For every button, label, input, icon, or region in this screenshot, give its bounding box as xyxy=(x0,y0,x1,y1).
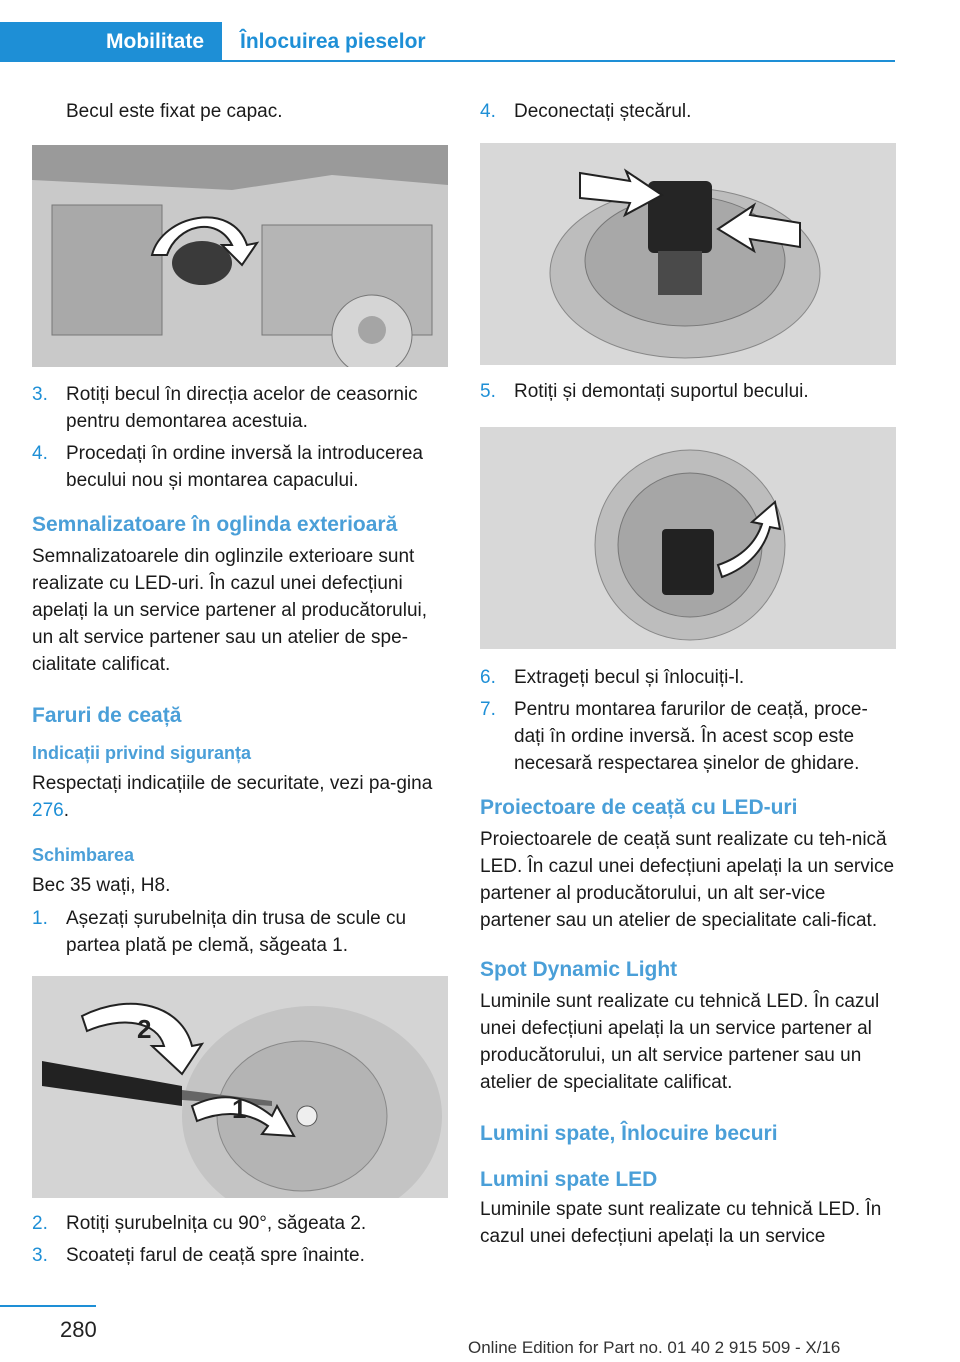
section-title: Înlocuirea pieselor xyxy=(240,30,426,53)
steps-list-c xyxy=(32,1210,448,1269)
footer-rule xyxy=(0,1305,96,1307)
figure-label-2: 2 xyxy=(137,1014,152,1044)
step-number: 4. xyxy=(32,443,48,464)
step-text: Deconectați ștecărul. xyxy=(514,101,692,122)
mirror-heading: Semnalizatoare în oglinda exterioară xyxy=(32,513,398,536)
led-fog-text: Proiectoarele de ceață sunt realizate cu teh‐nică LED. În cazul unei defecțiuni apelați la un service partener al producătorului, un alt ser‐vice partener sau un atelier de specialitate cali‐ficat. xyxy=(480,829,895,931)
fog-heading: Faruri de ceață xyxy=(32,704,182,727)
safety-heading: Indicații privind siguranța xyxy=(32,743,252,763)
step-item xyxy=(480,378,896,405)
safety-text xyxy=(32,770,448,824)
steps-list-right-a xyxy=(480,98,896,125)
step-text: Rotiți șurubelnița cu 90°, săgeata 2. xyxy=(66,1213,367,1234)
step-item xyxy=(480,664,896,691)
step-number: 5. xyxy=(480,381,496,402)
step-number: 3. xyxy=(32,1245,48,1266)
chapter-tab xyxy=(0,22,222,62)
steps-list-b xyxy=(32,905,448,959)
header-rule xyxy=(222,60,895,62)
chapter-title: Mobilitate xyxy=(106,30,204,53)
screwdriver-figure xyxy=(32,976,448,1198)
step-number: 3. xyxy=(32,384,48,405)
edition-text: Online Edition for Part no. 01 40 2 915 509 - X/16 xyxy=(468,1338,841,1357)
spot-heading: Spot Dynamic Light xyxy=(480,958,678,981)
steps-list-right-b xyxy=(480,378,896,405)
step-text: Pentru montarea farurilor de ceață, proce‐dați în ordine inversă. În acest scop este necesară respectarea șinelor de ghidare. xyxy=(514,699,868,774)
change-text: Bec 35 wați, H8. xyxy=(32,875,171,896)
step-item xyxy=(480,98,896,125)
step-text: Rotiți și demontați suportul becului. xyxy=(514,381,809,402)
rear-heading: Lumini spate, Înlocuire becuri xyxy=(480,1122,778,1145)
intro-text: Becul este fixat pe capac. xyxy=(66,101,283,122)
right-column xyxy=(480,98,896,1250)
steps-list-a xyxy=(32,381,448,494)
step-text: Extrageți becul și înlocuiți-l. xyxy=(514,667,745,688)
safety-text-post: . xyxy=(63,800,69,821)
step-text: Scoateți farul de ceață spre înainte. xyxy=(66,1245,365,1266)
step-number: 1. xyxy=(32,908,48,929)
mirror-text: Semnalizatoarele din oglinzile exterioare sunt realizate cu LED-uri. În cazul unei defecțiuni apelați la un service partener al producătorului, un alt service partener sau un atelier de spe‐cialitate calificat. xyxy=(32,546,428,675)
page-ref-link[interactable]: 276 xyxy=(32,800,64,821)
step-text: Așezați șurubelnița din trusa de scule cu partea plată pe clemă, săgeata 1. xyxy=(66,908,407,956)
left-column xyxy=(32,98,448,1274)
bulb-holder-figure xyxy=(480,427,896,649)
page-number: 280 xyxy=(60,1317,97,1342)
steps-list-right-c xyxy=(480,664,896,777)
step-number: 2. xyxy=(32,1213,48,1234)
figure-label-1: 1 xyxy=(232,1094,247,1124)
safety-text-pre: Respectați indicațiile de securitate, vezi pa‐gina xyxy=(32,773,433,794)
step-item xyxy=(32,381,448,435)
step-item xyxy=(32,905,448,959)
engine-bay-figure xyxy=(32,145,448,367)
step-number: 7. xyxy=(480,699,496,720)
step-text: Rotiți becul în direcția acelor de ceasornic pentru demontarea acestuia. xyxy=(66,384,418,432)
step-item xyxy=(32,1242,448,1269)
step-text: Procedați în ordine inversă la introducerea becului nou și montarea capacului. xyxy=(66,443,423,491)
step-item xyxy=(480,696,896,777)
step-number: 6. xyxy=(480,667,496,688)
spot-text: Luminile sunt realizate cu tehnică LED. În cazul unei defecțiuni apelați la un service partener al producătorului, un alt service partener sau un atelier de specialitate calificat. xyxy=(480,991,880,1093)
step-item xyxy=(32,440,448,494)
led-fog-heading: Proiectoare de ceață cu LED-uri xyxy=(480,796,798,819)
connector-figure xyxy=(480,143,896,365)
step-item xyxy=(32,1210,448,1237)
rear-led-heading: Lumini spate LED xyxy=(480,1168,658,1191)
rear-led-text: Luminile spate sunt realizate cu tehnică LED. În cazul unei defecțiuni apelați la un service xyxy=(480,1199,882,1247)
step-number: 4. xyxy=(480,101,496,122)
change-heading: Schimbarea xyxy=(32,845,135,865)
